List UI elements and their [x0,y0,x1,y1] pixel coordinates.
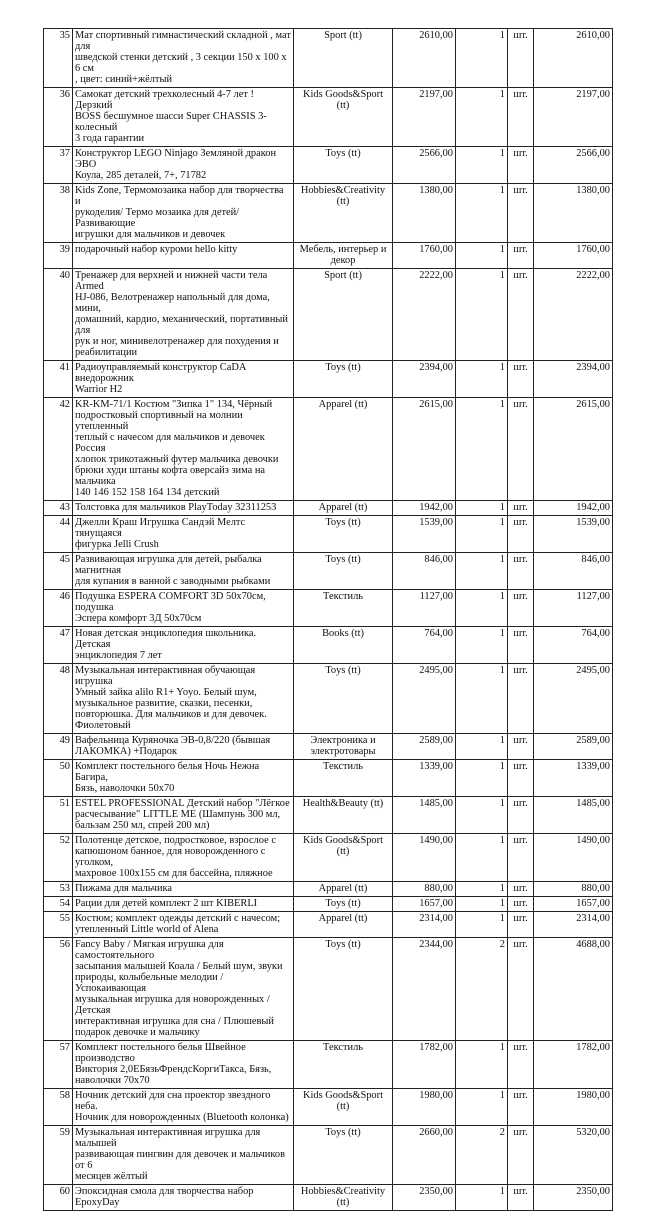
table-row [44,1089,613,1126]
item-quantity: 1 [456,184,508,243]
item-quantity: 1 [456,29,508,88]
item-sum: 1127,00 [534,590,613,627]
row-number: 40 [44,269,73,361]
table-row [44,243,613,269]
item-price: 2394,00 [393,361,456,398]
row-number: 60 [44,1185,73,1211]
item-sum: 1657,00 [534,897,613,912]
item-price: 1485,00 [393,797,456,834]
item-sum: 1782,00 [534,1041,613,1089]
item-category: Toys (tt) [294,147,393,184]
item-price: 2344,00 [393,938,456,1041]
item-sum: 1380,00 [534,184,613,243]
item-sum: 2350,00 [534,1185,613,1211]
item-sum: 2495,00 [534,664,613,734]
item-quantity: 1 [456,398,508,501]
item-category: Apparel (tt) [294,398,393,501]
table-row [44,938,613,1041]
item-unit: шт. [508,1089,534,1126]
item-category: Apparel (tt) [294,882,393,897]
item-price: 2660,00 [393,1126,456,1185]
item-price: 1657,00 [393,897,456,912]
item-category: Sport (tt) [294,269,393,361]
item-unit: шт. [508,664,534,734]
table-row [44,734,613,760]
item-sum: 1485,00 [534,797,613,834]
item-category: Toys (tt) [294,516,393,553]
item-unit: шт. [508,269,534,361]
item-category: Текстиль [294,590,393,627]
table-row [44,664,613,734]
table-row [44,912,613,938]
item-name: Вафельница Куряночка ЭВ-0,8/220 (бывшая ЛАКОМКА) +Подарок [73,734,294,760]
item-category: Текстиль [294,760,393,797]
item-quantity: 1 [456,1041,508,1089]
table-row [44,760,613,797]
item-name: Костюм; комплект одежды детский с начесом; утепленный Little world of Alena [73,912,294,938]
row-number: 36 [44,88,73,147]
item-name: Комплект постельного белья Швейное производство Виктория 2,0ЕБязьФрендсКоргиТакса, Бязь, наволочки 70x70 [73,1041,294,1089]
item-price: 1942,00 [393,501,456,516]
item-quantity: 1 [456,1089,508,1126]
item-quantity: 1 [456,760,508,797]
row-number: 58 [44,1089,73,1126]
item-category: Toys (tt) [294,938,393,1041]
item-sum: 764,00 [534,627,613,664]
item-category: Toys (tt) [294,553,393,590]
item-unit: шт. [508,1126,534,1185]
item-name: KR-KM-71/1 Костюм "Зипка 1" 134, Чёрный подростковый спортивный на молнии утепленный теплый с начесом для мальчиков и девочек Россия хлопок трикотажный футер мальчика девочки брюки худи штаны кофта оверсайз зима на мальчика 140 146 152 158 164 134 детский [73,398,294,501]
row-number: 49 [44,734,73,760]
item-unit: шт. [508,147,534,184]
item-sum: 2566,00 [534,147,613,184]
item-sum: 2314,00 [534,912,613,938]
item-unit: шт. [508,590,534,627]
item-quantity: 1 [456,590,508,627]
item-quantity: 1 [456,269,508,361]
item-price: 1760,00 [393,243,456,269]
item-name: подарочный набор куроми hello kitty [73,243,294,269]
table-row [44,797,613,834]
item-unit: шт. [508,243,534,269]
item-quantity: 1 [456,361,508,398]
item-price: 880,00 [393,882,456,897]
row-number: 45 [44,553,73,590]
item-sum: 1980,00 [534,1089,613,1126]
item-name: Полотенце детское, подростковое, взрослое с капюшоном банное, для новорожденного с уголком, махровое 100x155 см для бассейна, пляжное [73,834,294,882]
row-number: 50 [44,760,73,797]
table-row [44,1126,613,1185]
item-name: Тренажер для верхней и нижней части тела Armed HJ-086, Велотренажер напольный для дома, мини, домашний, кардио, механический, портативный для рук и ног, минивелотренажер для похудения и реабилитации [73,269,294,361]
item-quantity: 2 [456,1126,508,1185]
item-sum: 1490,00 [534,834,613,882]
item-name: Музыкальная интерактивная обучающая игрушка Умный зайка alilo R1+ Yoyo. Белый шум, музыкальное развитие, сказки, песенки, повторюшка. Для мальчиков и для девочек. Фиолетовый [73,664,294,734]
item-category: Kids Goods&Sport (tt) [294,834,393,882]
row-number: 48 [44,664,73,734]
table-row [44,29,613,88]
table-row [44,501,613,516]
item-sum: 2197,00 [534,88,613,147]
item-category: Toys (tt) [294,1126,393,1185]
item-quantity: 1 [456,627,508,664]
item-price: 2589,00 [393,734,456,760]
row-number: 41 [44,361,73,398]
table-row [44,627,613,664]
item-sum: 880,00 [534,882,613,897]
row-number: 43 [44,501,73,516]
item-name: Новая детская энциклопедия школьника. Детская энциклопедия 7 лет [73,627,294,664]
table-body [44,29,613,1211]
item-name: Толстовка для мальчиков PlayToday 32311253 [73,501,294,516]
item-price: 2314,00 [393,912,456,938]
item-quantity: 1 [456,834,508,882]
item-category: Toys (tt) [294,897,393,912]
row-number: 37 [44,147,73,184]
item-sum: 2394,00 [534,361,613,398]
item-sum: 2222,00 [534,269,613,361]
item-quantity: 1 [456,664,508,734]
item-sum: 5320,00 [534,1126,613,1185]
item-price: 1782,00 [393,1041,456,1089]
item-unit: шт. [508,760,534,797]
row-number: 38 [44,184,73,243]
item-name: Fancy Baby / Мягкая игрушка для самостоятельного засыпания малышей Коала / Белый шум, звуки природы, колыбельные мелодии / Успокаивающая музыкальная игрушка для новорожденных / Детская интерактивная игрушка для сна / Плюшевый подарок девочке и мальчику [73,938,294,1041]
item-sum: 2610,00 [534,29,613,88]
item-unit: шт. [508,797,534,834]
item-price: 1980,00 [393,1089,456,1126]
item-price: 846,00 [393,553,456,590]
item-category: Apparel (tt) [294,501,393,516]
item-name: Мат спортивный гимнастический складной , мат для шведской стенки детский , 3 секции 150 х 100 х 6 см , цвет: синий+жёлтый [73,29,294,88]
row-number: 57 [44,1041,73,1089]
item-unit: шт. [508,516,534,553]
item-unit: шт. [508,553,534,590]
item-price: 2566,00 [393,147,456,184]
item-price: 2197,00 [393,88,456,147]
item-name: Подушка ESPERA COMFORT 3D 50x70см, подушка Эспера комфорт 3Д 50x70см [73,590,294,627]
item-category: Мебель, интерьер и декор [294,243,393,269]
item-unit: шт. [508,29,534,88]
item-price: 1339,00 [393,760,456,797]
item-price: 764,00 [393,627,456,664]
table-row [44,1185,613,1211]
item-price: 1490,00 [393,834,456,882]
item-unit: шт. [508,1185,534,1211]
item-name: Ночник детский для сна проектор звездного неба. Ночник для новорожденных (Bluetooth колонка) [73,1089,294,1126]
item-quantity: 2 [456,938,508,1041]
row-number: 53 [44,882,73,897]
item-category: Sport (tt) [294,29,393,88]
item-unit: шт. [508,361,534,398]
item-quantity: 1 [456,243,508,269]
item-name: Радиоуправляемый конструктор CaDA внедорожник Warrior H2 [73,361,294,398]
row-number: 39 [44,243,73,269]
item-category: Toys (tt) [294,664,393,734]
table-row [44,882,613,897]
item-price: 2350,00 [393,1185,456,1211]
item-quantity: 1 [456,882,508,897]
item-unit: шт. [508,897,534,912]
row-number: 54 [44,897,73,912]
item-quantity: 1 [456,897,508,912]
table-row [44,398,613,501]
item-sum: 4688,00 [534,938,613,1041]
item-quantity: 1 [456,516,508,553]
item-quantity: 1 [456,797,508,834]
table-row [44,590,613,627]
item-unit: шт. [508,88,534,147]
item-price: 1539,00 [393,516,456,553]
item-unit: шт. [508,882,534,897]
item-quantity: 1 [456,912,508,938]
row-number: 51 [44,797,73,834]
item-name: Конструктор LEGO Ninjago Земляной дракон ЭВО Коула, 285 деталей, 7+, 71782 [73,147,294,184]
item-sum: 1942,00 [534,501,613,516]
item-price: 2615,00 [393,398,456,501]
table-row [44,361,613,398]
item-price: 2495,00 [393,664,456,734]
item-category: Kids Goods&Sport (tt) [294,88,393,147]
table-row [44,184,613,243]
table-row [44,834,613,882]
item-category: Hobbies&Creativity (tt) [294,184,393,243]
row-number: 59 [44,1126,73,1185]
item-sum: 1539,00 [534,516,613,553]
table-row [44,88,613,147]
row-number: 56 [44,938,73,1041]
row-number: 44 [44,516,73,553]
item-name: Самокат детский трехколесный 4-7 лет !Дерзкий BOSS бесшумное шасси Super CHASSIS 3-колесный 3 года гарантии [73,88,294,147]
item-unit: шт. [508,501,534,516]
item-name: Kids Zone, Термомозаика набор для творчества и рукоделия/ Термо мозаика для детей/ Развивающие игрушки для мальчиков и девочек [73,184,294,243]
item-category: Health&Beauty (tt) [294,797,393,834]
row-number: 35 [44,29,73,88]
item-quantity: 1 [456,88,508,147]
item-quantity: 1 [456,734,508,760]
row-number: 42 [44,398,73,501]
row-number: 47 [44,627,73,664]
item-name: Пижама для мальчика [73,882,294,897]
item-name: Рации для детей комплект 2 шт KIBERLI [73,897,294,912]
item-sum: 1339,00 [534,760,613,797]
item-quantity: 1 [456,1185,508,1211]
table-row [44,147,613,184]
item-price: 1380,00 [393,184,456,243]
item-category: Hobbies&Creativity (tt) [294,1185,393,1211]
row-number: 46 [44,590,73,627]
item-sum: 846,00 [534,553,613,590]
item-price: 2610,00 [393,29,456,88]
item-quantity: 1 [456,553,508,590]
table-row [44,1041,613,1089]
item-category: Books (tt) [294,627,393,664]
item-price: 1127,00 [393,590,456,627]
item-quantity: 1 [456,147,508,184]
item-category: Электроника и электротовары [294,734,393,760]
row-number: 55 [44,912,73,938]
item-category: Apparel (tt) [294,912,393,938]
item-price: 2222,00 [393,269,456,361]
table-row [44,553,613,590]
item-name: Музыкальная интерактивная игрушка для малышей развивающая пингвин для девочек и мальчиков от 6 месяцев жёлтый [73,1126,294,1185]
item-name: ESTEL PROFESSIONAL Детский набор "Лёгкое расчесывание" LITTLE ME (Шампунь 300 мл, бальзам 250 мл, спрей 200 мл) [73,797,294,834]
item-category: Toys (tt) [294,361,393,398]
item-unit: шт. [508,834,534,882]
item-category: Текстиль [294,1041,393,1089]
item-unit: шт. [508,627,534,664]
item-name: Джелли Краш Игрушка Сандэй Мелтс тянущаяся фигурка Jelli Crush [73,516,294,553]
item-unit: шт. [508,734,534,760]
item-sum: 2589,00 [534,734,613,760]
item-name: Эпоксидная смола для творчества набор EpoxyDay [73,1185,294,1211]
item-name: Развивающая игрушка для детей, рыбалка магнитная для купания в ванной с заводными рыбками [73,553,294,590]
item-unit: шт. [508,912,534,938]
item-quantity: 1 [456,501,508,516]
item-sum: 1760,00 [534,243,613,269]
item-name: Комплект постельного белья Ночь Нежна Багира, Бязь, наволочки 50x70 [73,760,294,797]
invoice-items-table [43,28,613,1211]
item-category: Kids Goods&Sport (tt) [294,1089,393,1126]
item-unit: шт. [508,398,534,501]
row-number: 52 [44,834,73,882]
table-row [44,269,613,361]
item-unit: шт. [508,1041,534,1089]
table-row [44,516,613,553]
item-sum: 2615,00 [534,398,613,501]
table-row [44,897,613,912]
item-unit: шт. [508,184,534,243]
item-unit: шт. [508,938,534,1041]
